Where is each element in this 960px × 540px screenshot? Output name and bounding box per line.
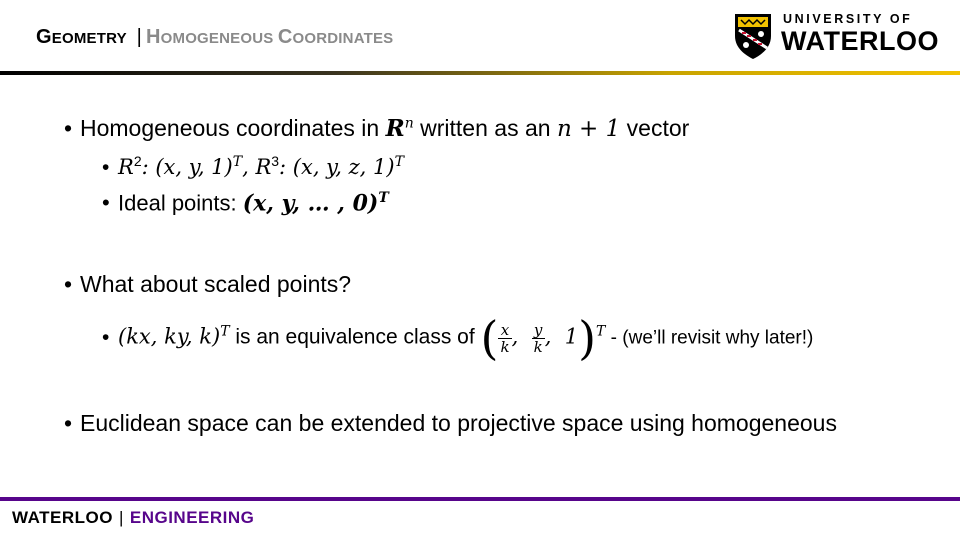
fraction-x-over-k: $\frac{x}{k}$ <box>500 320 510 356</box>
revisit-note: - (we’ll revisit why later!) <box>605 327 814 349</box>
subtitle-initial-h: H <box>145 26 161 48</box>
footer-rule <box>0 497 960 501</box>
bullet-euclidean-projective: • Euclidean space can be extended to projective space using homogeneous <box>64 410 837 436</box>
sub-bullet-ideal-points: • Ideal points: (x, y, … , 0)$^T$ <box>102 190 389 217</box>
bullet-dot: • <box>64 271 73 297</box>
sub-bullet-r2-r3: • $R^2$: (x, y, 1)$^T$, $R^3$: (x, y, z, 1)$^T$ <box>102 153 404 179</box>
footer-branding <box>12 508 254 528</box>
subtitle-rest-1: OMOGENEOUS <box>160 30 278 47</box>
sub-bullet-equivalence-class: • (kx, ky, k)$^T$ is an equivalence class of ( $\frac{x}{k}$ , $\frac{y}{k}$ , 1)$^T$ - (we’ll revisit why later!) <box>102 311 814 365</box>
logo-text-university-of: UNIVERSITY OF <box>783 12 913 26</box>
bullet-scaled-points: • What about scaled points? <box>64 271 352 297</box>
logo-text-waterloo: WATERLOO <box>781 26 939 56</box>
fraction-y-over-k: $\frac{y}{k}$ <box>533 320 543 356</box>
bullet-dot: • <box>64 115 73 141</box>
title-initial: G <box>36 26 52 48</box>
title-separator: | <box>136 26 142 48</box>
bullet-dot: • <box>102 325 110 349</box>
title-rest: EOMETRY <box>51 30 127 47</box>
footer-separator: | <box>118 508 124 527</box>
bullet-dot: • <box>102 190 110 216</box>
bullet-dot: • <box>64 410 73 436</box>
bullet-homogeneous-coordinates: • Homogeneous coordinates in $R^n$ written as an n + 1 vector <box>64 115 690 142</box>
footer-waterloo: WATERLOO <box>12 508 113 527</box>
bullet-dot: • <box>102 156 110 179</box>
footer-engineering: ENGINEERING <box>129 508 255 527</box>
subtitle-rest-2: OORDINATES <box>292 30 394 47</box>
subtitle-initial-c: C <box>277 26 293 48</box>
